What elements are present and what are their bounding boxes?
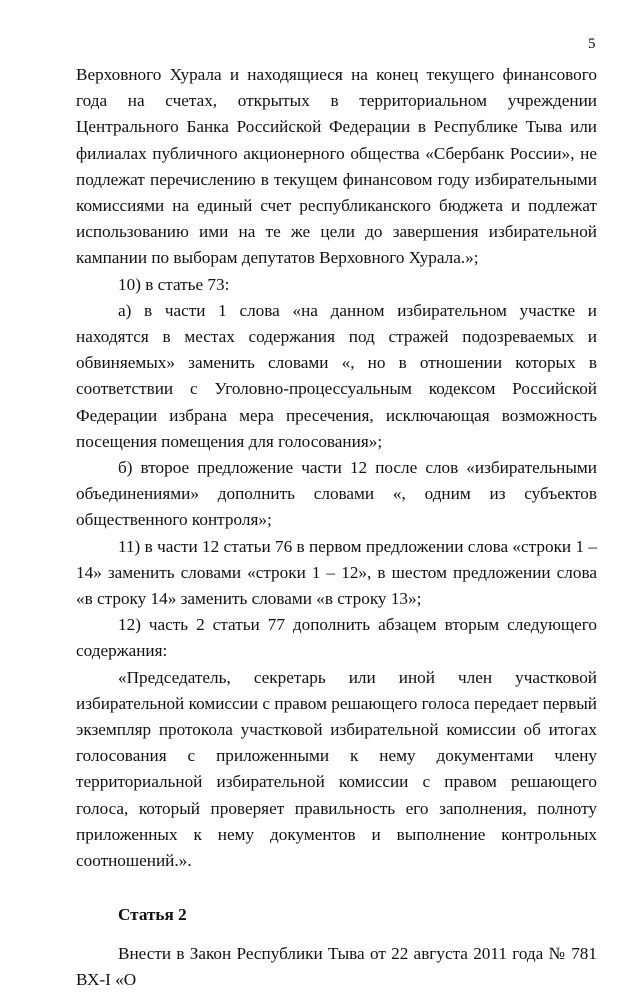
paragraph-continuation: Верховного Хурала и находящиеся на конец текущего финансового года на счетах, открытых в территориальном учреждении Центрального Банка Российской Федерации в Республике Тыва или филиалах публичного акционерного общества «Сбербанк России», не подлежат перечислению в текущем финансовом году избирательными комиссиями на единый счет республиканского бюджета и подлежат использованию ими на те же цели до завершения избирательной кампании по выборам депутатов Верховного Хурала.»; [76, 65, 597, 268]
paragraph-item-10: 10) в статье 73: [118, 274, 230, 294]
paragraph-article-2: Внести в Закон Республики Тыва от 22 августа 2011 года № 781 ВХ-I «О [76, 943, 597, 989]
document-body [76, 62, 597, 993]
paragraph-quoted-text: «Председатель, секретарь или иной член участковой избирательной комиссии с правом решающего голоса передает первый экземпляр протокола участковой избирательной комиссии об итогах голосования с приложенными к нему документами члену территориальной избирательной комиссии с правом решающего голоса, который проверяет правильность его заполнения, полноту приложенных к нему документов и выполнение контрольных соотношений.». [76, 667, 597, 871]
paragraph-item-10a: а) в части 1 слова «на данном избирательном участке и находятся в местах содержания под стражей подозреваемых и обвиняемых» заменить словами «, но в отношении которых в соответствии с Уголовно-процессуальным кодексом Российской Федерации избрана мера пресечения, исключающая возможность посещения помещения для голосования»; [76, 300, 597, 451]
paragraph-item-12: 12) часть 2 статьи 77 дополнить абзацем вторым следующего содержания: [76, 615, 597, 661]
paragraph-item-10b: б) второе предложение части 12 после слов «избирательными объединениями» дополнить словами «, одним из субъектов общественного контроля»; [76, 458, 597, 530]
paragraph-item-11: 11) в части 12 статьи 76 в первом предложении слова «строки 1 – 14» заменить словами «строки 1 – 12», в шестом предложении слова «в строку 14» заменить словами «в строку 13»; [76, 536, 597, 609]
article-heading: Статья 2 [118, 905, 187, 925]
page-number: 5 [588, 36, 596, 52]
